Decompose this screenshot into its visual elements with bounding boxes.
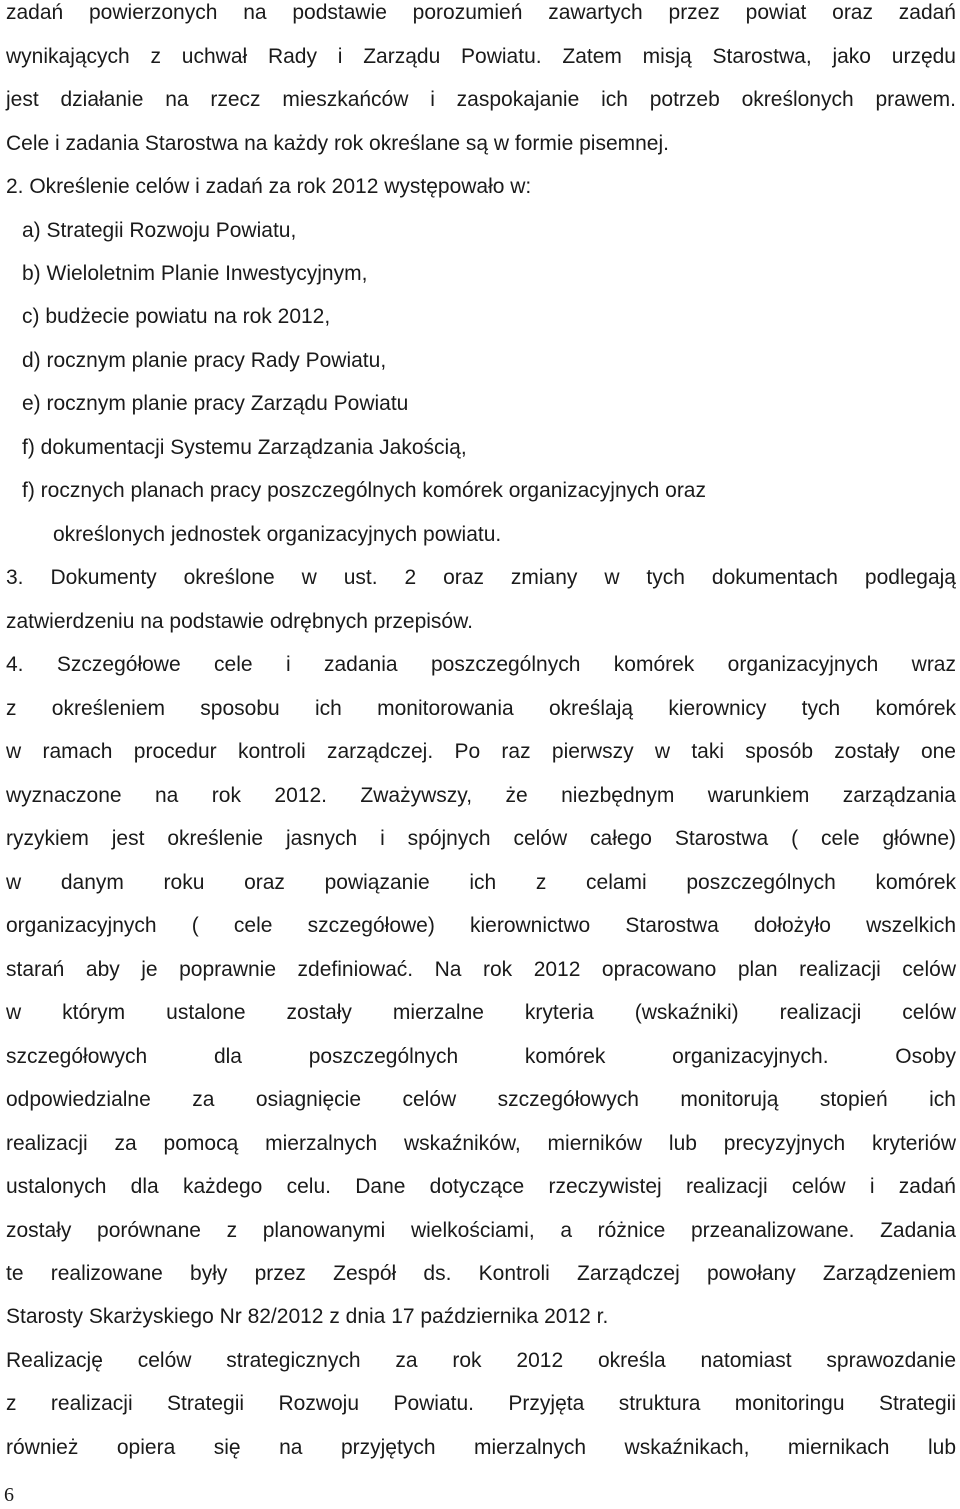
list-item: b) Wieloletnim Planie Inwestycyjnym, bbox=[22, 262, 368, 285]
text-line: te realizowane były przez Zespół ds. Kontroli Zarządczej powołany Zarządzeniem bbox=[6, 1262, 956, 1285]
text-line: starań aby je poprawnie zdefiniować. Na rok 2012 opracowano plan realizacji celów bbox=[6, 958, 956, 981]
list-item: a) Strategii Rozwoju Powiatu, bbox=[22, 219, 297, 242]
text-line: w danym roku oraz powiązanie ich z celami poszczególnych komórek bbox=[6, 871, 956, 894]
list-item: e) rocznym planie pracy Zarządu Powiatu bbox=[22, 392, 409, 415]
text-line: 3. Dokumenty określone w ust. 2 oraz zmiany w tych dokumentach podlegają bbox=[6, 566, 956, 589]
text-line: 4. Szczegółowe cele i zadania poszczególnych komórek organizacyjnych wraz bbox=[6, 653, 956, 676]
list-item: c) budżecie powiatu na rok 2012, bbox=[22, 305, 331, 328]
list-item-continuation: określonych jednostek organizacyjnych powiatu. bbox=[53, 523, 502, 546]
text-line: wyznaczone na rok 2012. Zważywszy, że niezbędnym warunkiem zarządzania bbox=[6, 784, 956, 807]
text-line: ryzykiem jest określenie jasnych i spójnych celów całego Starostwa ( cele główne) bbox=[6, 827, 956, 850]
text-line: organizacyjnych ( cele szczegółowe) kierownictwo Starostwa dołożyło wszelkich bbox=[6, 914, 956, 937]
list-heading: 2. Określenie celów i zadań za rok 2012 występowało w: bbox=[6, 175, 532, 198]
text-line: odpowiedzialne za osiagnięcie celów szczegółowych monitorują stopień ich bbox=[6, 1088, 956, 1111]
text-line: szczegółowych dla poszczególnych komórek organizacyjnych. Osoby bbox=[6, 1045, 956, 1068]
list-item: f) rocznych planach pracy poszczególnych komórek organizacyjnych oraz bbox=[22, 479, 706, 502]
text-line: ustalonych dla każdego celu. Dane dotyczące rzeczywistej realizacji celów i zadań bbox=[6, 1175, 956, 1198]
text-line: zostały porównane z planowanymi wielkościami, a różnice przeanalizowane. Zadania bbox=[6, 1219, 956, 1242]
text-line: w ramach procedur kontroli zarządczej. Po raz pierwszy w taki sposób zostały one bbox=[6, 740, 956, 763]
text-line: również opiera się na przyjętych mierzalnych wskaźnikach, miernikach lub bbox=[6, 1436, 956, 1459]
text-line: Cele i zadania Starostwa na każdy rok określane są w formie pisemnej. bbox=[6, 132, 669, 155]
text-line: z określeniem sposobu ich monitorowania określają kierownicy tych komórek bbox=[6, 697, 956, 720]
text-line: zadań powierzonych na podstawie porozumień zawartych przez powiat oraz zadań bbox=[6, 1, 956, 24]
text-line: wynikających z uchwał Rady i Zarządu Powiatu. Zatem misją Starostwa, jako urzędu bbox=[6, 45, 956, 68]
text-line: z realizacji Strategii Rozwoju Powiatu. Przyjęta struktura monitoringu Strategii bbox=[6, 1392, 956, 1415]
list-item: d) rocznym planie pracy Rady Powiatu, bbox=[22, 349, 387, 372]
text-line: Starosty Skarżyskiego Nr 82/2012 z dnia 17 października 2012 r. bbox=[6, 1305, 609, 1328]
text-line: w którym ustalone zostały mierzalne kryteria (wskaźniki) realizacji celów bbox=[6, 1001, 956, 1024]
text-line: jest działanie na rzecz mieszkańców i zaspokajanie ich potrzeb określonych prawem. bbox=[6, 88, 956, 111]
text-line: realizacji za pomocą mierzalnych wskaźników, mierników lub precyzyjnych kryteriów bbox=[6, 1132, 956, 1155]
list-item: f) dokumentacji Systemu Zarządzania Jakością, bbox=[22, 436, 467, 459]
page-number: 6 bbox=[4, 1484, 14, 1506]
text-line: Realizację celów strategicznych za rok 2012 określa natomiast sprawozdanie bbox=[6, 1349, 956, 1372]
text-line: zatwierdzeniu na podstawie odrębnych przepisów. bbox=[6, 610, 473, 633]
